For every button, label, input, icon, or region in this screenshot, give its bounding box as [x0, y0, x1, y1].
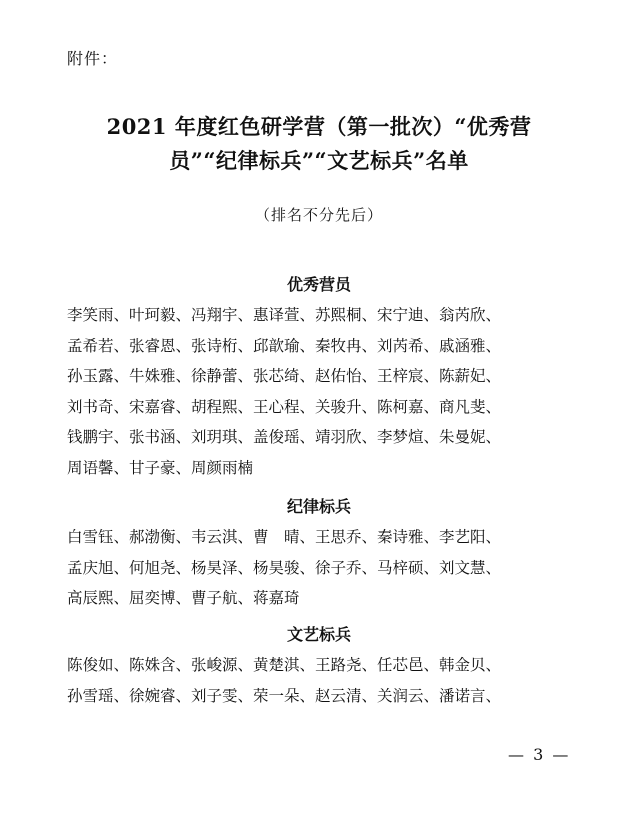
name-row: 白雪钰、郝渤衡、韦云淇、曹 晴、王思乔、秦诗雅、李艺阳、 — [67, 528, 502, 546]
document-title — [60, 110, 578, 178]
title-line-1: 2021 年度红色研学营（第一批次）“优秀营 — [106, 114, 532, 139]
name-row: 李笑雨、叶珂毅、冯翔宇、惠译萱、苏熙桐、宋宁迪、翁芮欣、 — [67, 306, 502, 324]
name-row: 孟庆旭、何旭尧、杨昊泽、杨昊骏、徐子乔、马梓硕、刘文慧、 — [67, 558, 502, 577]
name-row: 高辰熙、屈奕博、曹子航、蒋嘉琦 — [67, 589, 300, 608]
ranking-note: （排名不分先后） — [254, 206, 383, 224]
section-heading-discipline-models: 纪律标兵 — [286, 497, 351, 516]
section-heading-outstanding-campers: 优秀营员 — [286, 275, 351, 294]
name-row: 陈俊如、陈姝含、张峻源、黄楚淇、王路尧、任芯邑、韩金贝、 — [67, 656, 502, 674]
name-row: 钱鹏宇、张书涵、刘玥琪、盖俊瑶、靖羽欣、李梦煊、朱曼妮、 — [67, 428, 502, 447]
name-row: 周语馨、甘子豪、周颜雨楠 — [67, 458, 254, 477]
attachment-label: 附件： — [67, 49, 119, 68]
name-list-arts-models — [67, 650, 577, 711]
name-list-discipline-models — [67, 522, 577, 614]
title-line-2: 员”“纪律标兵”“文艺标兵”名单 — [169, 148, 469, 173]
name-list-outstanding-campers — [67, 300, 577, 484]
name-row: 孙玉露、牛姝雅、徐静蕾、张芯绮、赵佑怡、王梓宸、陈薪妃、 — [67, 367, 502, 386]
name-row: 孟希若、张睿恩、张诗桁、邱歆瑜、秦牧冉、刘芮希、戚涵雅、 — [67, 336, 502, 355]
page-number: — 3 — — [508, 745, 571, 764]
section-heading-arts-models: 文艺标兵 — [286, 625, 351, 644]
name-row: 孙雪瑶、徐婉睿、刘子雯、荣一朵、赵云清、关润云、潘诺言、 — [67, 686, 502, 705]
name-row: 刘书奇、宋嘉睿、胡程熙、王心程、关骏升、陈柯嘉、商凡斐、 — [67, 397, 502, 416]
